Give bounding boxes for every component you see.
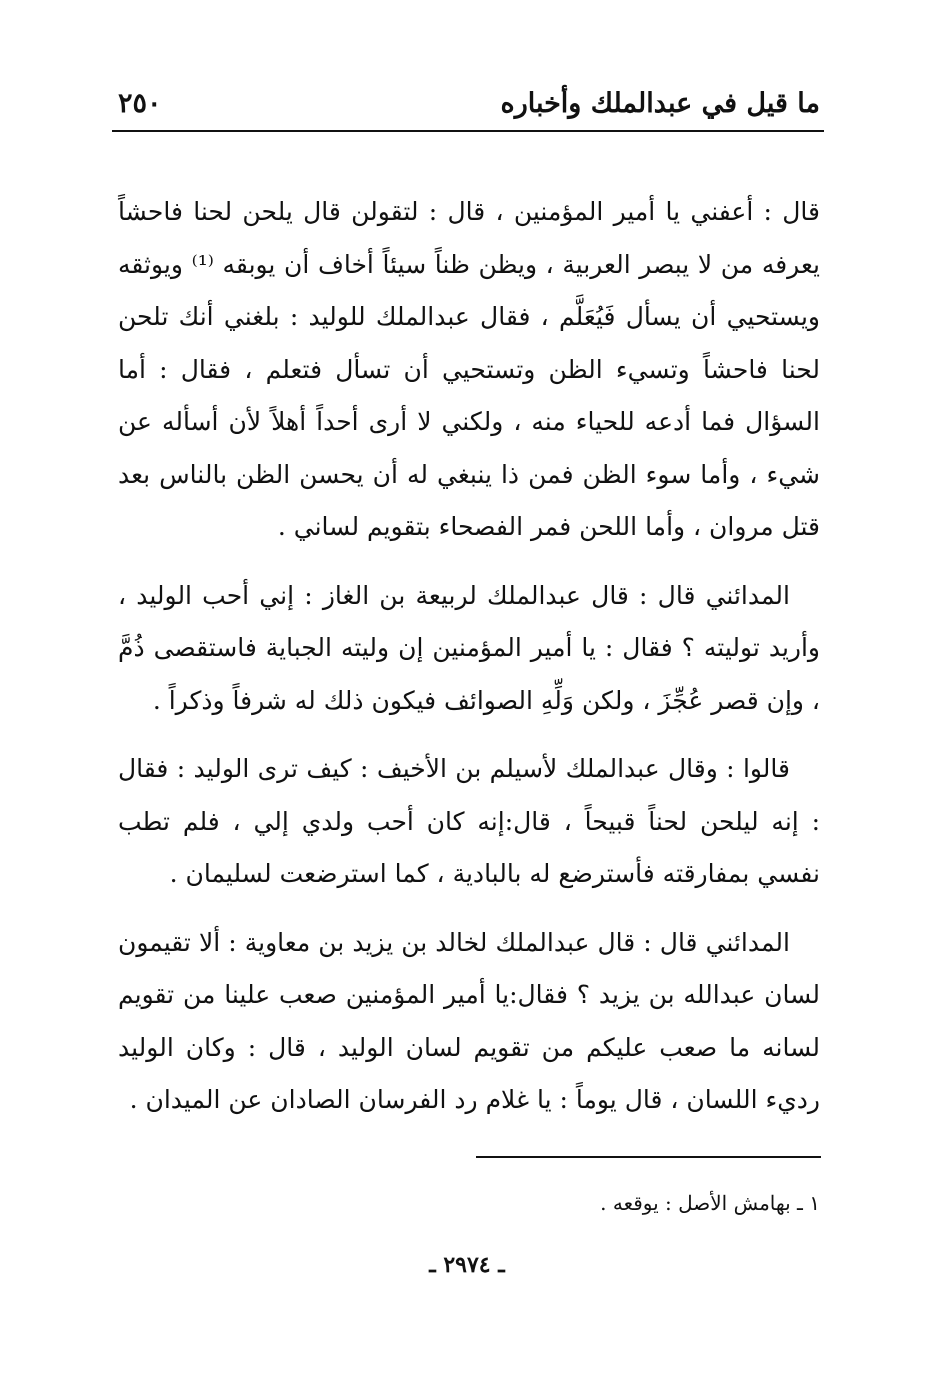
paragraph-2: المدائني قال : قال عبدالملك لربيعة بن الغاز : إني أحب الوليد ، وأريد توليته ؟ فقال : يا أمير المؤمنين إن وليته الجباية فاستقصى ذُمَّ ، وإن قصر عُجِّزَ ، ولكن وَلِّهِ الصوائف فيكون ذلك له شرفاً وذكراً . [118,580,820,715]
footnote: ١ ـ بهامش الأصل : يوقعه . [600,1191,820,1215]
page-number: ٢٥٠ [118,88,162,119]
folio-number: ـ ٢٩٧٤ ـ [429,1252,505,1278]
header-rule [112,130,824,132]
chapter-title: ما قيل في عبدالملك وأخباره [500,88,820,119]
running-head [118,78,820,128]
footnote-rule [476,1156,821,1158]
paragraph-4: المدائني قال : قال عبدالملك لخالد بن يزيد بن معاوية : ألا تقيمون لسان عبدالله بن يزيد ؟ فقال:يا أمير المؤمنين صعب علينا من تقويم لسانه ما صعب عليكم من تقويم لسان الوليد ، قال : وكان الوليد رديء اللسان ، قال يوماً : يا غلام رد الفرسان الصادان عن الميدان . [118,927,820,1114]
paragraph-1: قال : أعفني يا أمير المؤمنين ، قال : لتقولن قال يلحن لحنا فاحشاً يعرفه من لا يبصر العربية ، ويظن ظناً سيئاً أخاف أن يوبقه ⁽¹⁾ ويوثقه ويستحيي أن يسأل فَيُعَلَّم ، فقال عبدالملك للوليد : بلغني أنك تلحن لحنا فاحشاً وتسيء الظن وتستحيي أن تسأل فتعلم ، فقال : أما السؤال فما أدعه للحياء منه ، ولكني لا أرى أحداً أهلاً لأن أسأله عن شيء ، وأما سوء الظن فمن ذا ينبغي له أن يحسن الظن بالناس بعد قتل مروان ، وأما اللحن فمر الفصحاء بتقويم لساني . [118,197,820,541]
paragraph-3: قالوا : وقال عبدالملك لأسيلم بن الأخيف : كيف ترى الوليد : فقال : إنه ليلحن لحناً قبيحاً ، قال:إنه كان أحب ولدي إلي ، فلم تطب نفسي بمفارقته فأسترضع له بالبادية ، كما استرضعت لسليمان . [118,754,820,888]
main-text [118,186,820,1127]
